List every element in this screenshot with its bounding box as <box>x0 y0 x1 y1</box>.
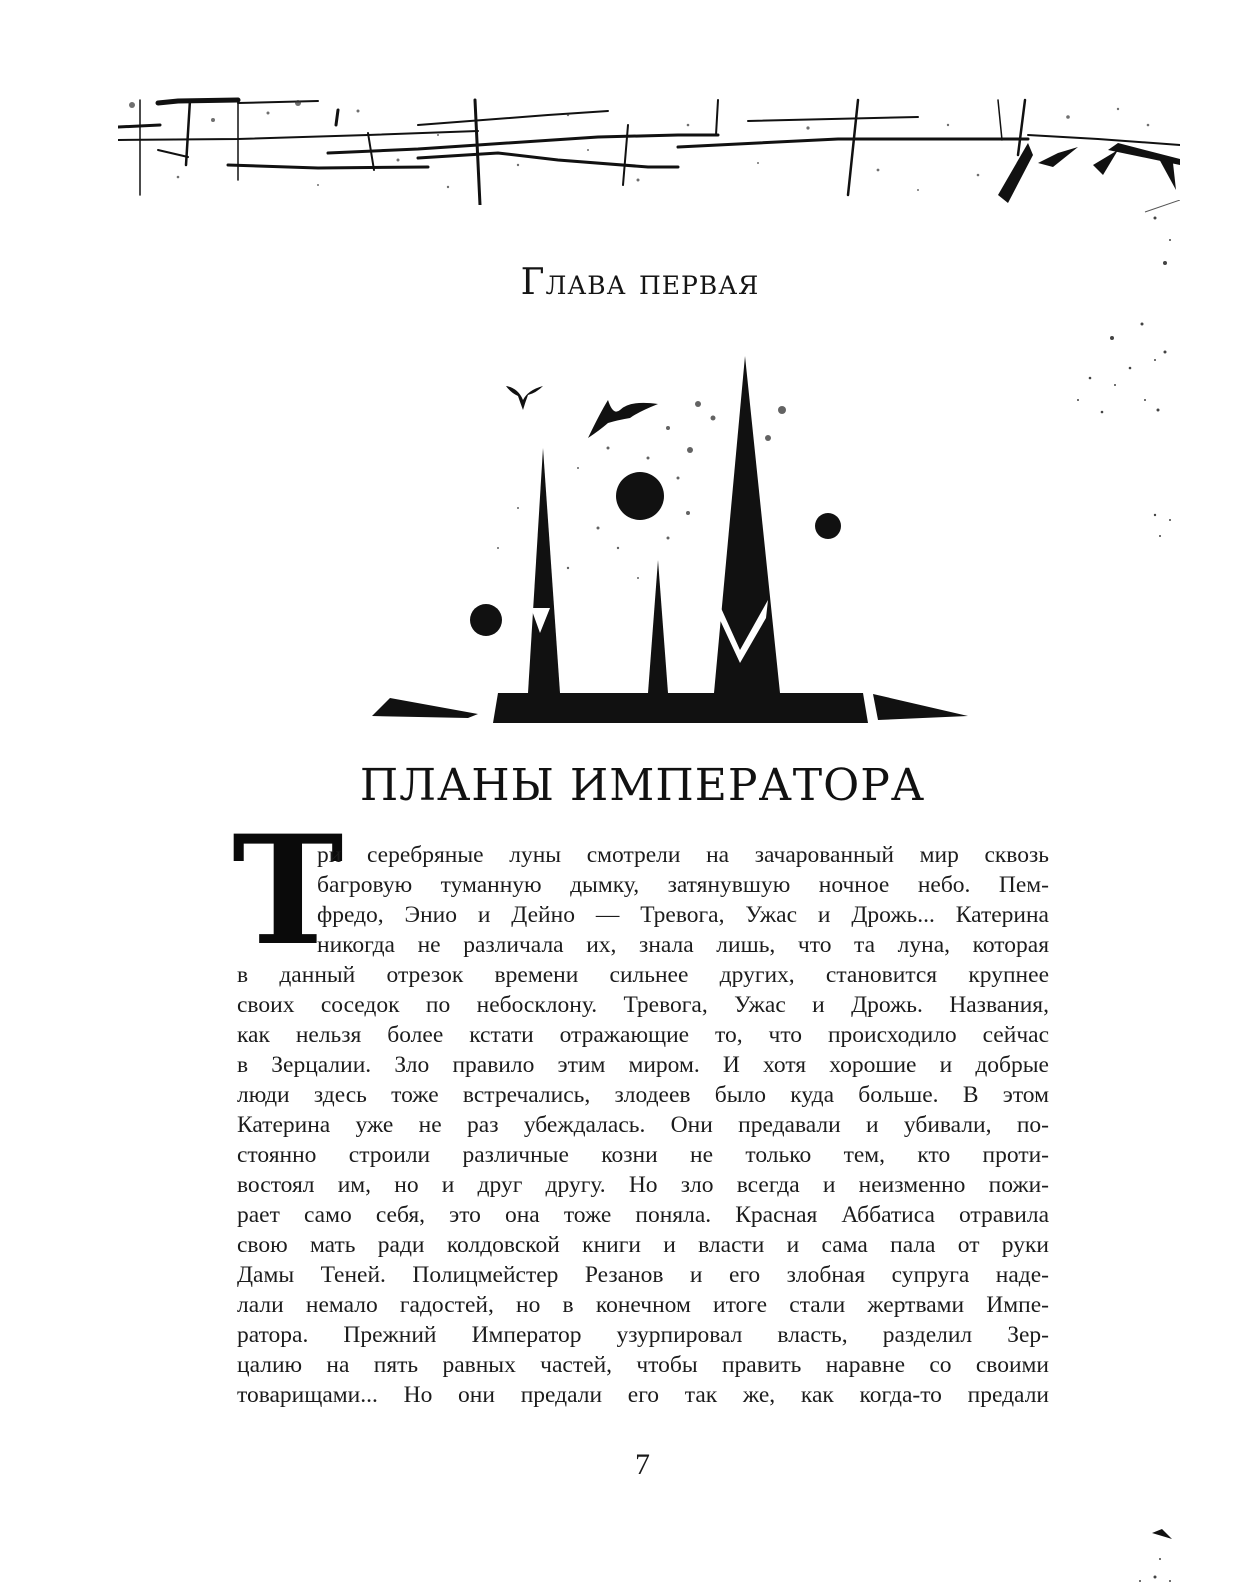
chapter-illustration <box>368 338 988 728</box>
spire-icon <box>648 560 668 693</box>
text-line: стоянно строили различные козни не только тем, кто проти- <box>237 1142 1049 1168</box>
bat-icon <box>506 386 543 410</box>
chapter-label: Глава первая <box>520 262 760 303</box>
text-line: люди здесь тоже встречались, злодеев было куда больше. В этом <box>237 1082 1049 1108</box>
text-line: как нельзя более кстати отражающие то, что происходило сейчас <box>237 1022 1049 1048</box>
ground-base <box>493 693 868 723</box>
text-line: ратора. Прежний Император узурпировал власть, разделил Зер- <box>237 1322 1049 1348</box>
ground-shard-left <box>372 698 478 718</box>
text-line: цалию на пять равных частей, чтобы править наравне со своими <box>237 1352 1049 1378</box>
text-line: товарищами... Но они предали его так же, как когда-то предали <box>237 1382 1049 1408</box>
text-line: своих соседок по небосклону. Тревога, Ужас и Дрожь. Названия, <box>237 992 1049 1018</box>
moon-icon <box>616 472 664 520</box>
corner-ornament <box>1130 1515 1180 1589</box>
text-line: лали немало гадостей, но в конечном итоге стали жертвами Импе- <box>237 1292 1049 1318</box>
ground-shard-right <box>873 694 968 720</box>
chapter-title: ПЛАНЫ ИМПЕРАТОРА <box>359 760 926 811</box>
text-line: никогда не различала их, знала лишь, что та луна, которая <box>317 932 1049 958</box>
drop-cap: Т <box>232 803 344 979</box>
spire-icon <box>528 448 560 693</box>
side-speckle-ornament <box>1060 200 1180 560</box>
body-paragraph <box>237 840 1049 1410</box>
text-line: в Зерцалии. Зло правило этим миром. И хотя хорошие и добрые <box>237 1052 1049 1078</box>
text-line: свою мать ради колдовской книги и власти и сама пала от руки <box>237 1232 1049 1258</box>
text-line: в данный отрезок времени сильнее других, становится крупнее <box>237 962 1049 988</box>
moon-icon <box>815 513 841 539</box>
text-line: востоял им, но и друг другу. Но зло всегда и неизменно пожи- <box>237 1172 1049 1198</box>
text-line: рает само себя, это она тоже поняла. Красная Аббатиса отравила <box>237 1202 1049 1228</box>
text-line: Дамы Теней. Полицмейстер Резанов и его злобная супруга наде- <box>237 1262 1049 1288</box>
bat-icon <box>588 400 658 438</box>
page-number: 7 <box>635 1448 650 1481</box>
text-line: ри серебряные луны смотрели на зачарованный мир сквозь <box>317 842 1049 868</box>
text-line: багровую туманную дымку, затянувшую ночное небо. Пем- <box>317 872 1049 898</box>
text-line: Катерина уже не раз убеждалась. Они предавали и убивали, по- <box>237 1112 1049 1138</box>
spire-icon <box>714 356 780 693</box>
moon-icon <box>470 604 502 636</box>
text-line: фредо, Энио и Дейно — Тревога, Ужас и Дрожь... Катерина <box>317 902 1049 928</box>
header-ornament <box>118 95 1180 205</box>
